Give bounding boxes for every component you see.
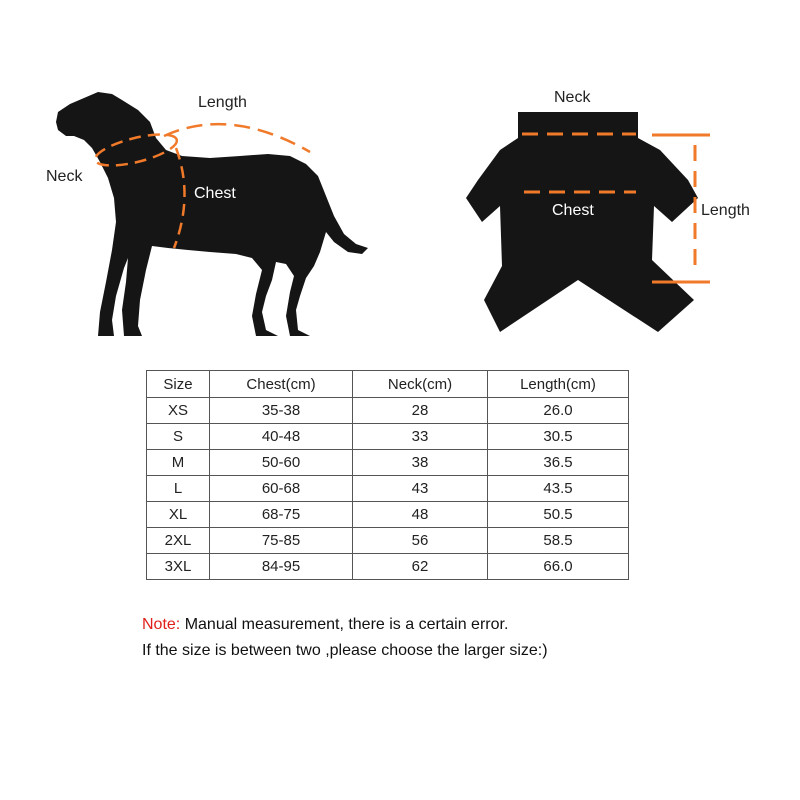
dog-neck-label: Neck <box>46 168 83 185</box>
cell-neck: 56 <box>353 528 488 554</box>
dog-chest-label: Chest <box>194 185 236 202</box>
cell-neck: 43 <box>353 476 488 502</box>
header-size: Size <box>147 371 210 398</box>
header-neck: Neck(cm) <box>353 371 488 398</box>
cell-size: 3XL <box>147 554 210 580</box>
table-row <box>147 502 629 528</box>
cell-neck: 48 <box>353 502 488 528</box>
measurement-diagram <box>0 0 800 360</box>
header-length: Length(cm) <box>488 371 629 398</box>
cell-length: 30.5 <box>488 424 629 450</box>
garment-silhouette <box>466 112 698 332</box>
cell-chest: 35-38 <box>210 398 353 424</box>
table-row <box>147 398 629 424</box>
length-arc <box>164 124 310 152</box>
cell-chest: 84-95 <box>210 554 353 580</box>
cell-length: 50.5 <box>488 502 629 528</box>
table-header-row <box>147 371 629 398</box>
garment-chest-label: Chest <box>552 202 594 219</box>
cell-length: 26.0 <box>488 398 629 424</box>
cell-neck: 33 <box>353 424 488 450</box>
dog-silhouette <box>56 92 368 336</box>
cell-neck: 28 <box>353 398 488 424</box>
cell-size: XS <box>147 398 210 424</box>
note-line-2: If the size is between two ,please choose the larger size:) <box>142 642 548 659</box>
cell-chest: 75-85 <box>210 528 353 554</box>
cell-chest: 60-68 <box>210 476 353 502</box>
cell-chest: 50-60 <box>210 450 353 476</box>
table-row <box>147 476 629 502</box>
garment-illustration <box>466 89 750 332</box>
header-chest: Chest(cm) <box>210 371 353 398</box>
cell-size: 2XL <box>147 528 210 554</box>
cell-chest: 40-48 <box>210 424 353 450</box>
garment-neck-label: Neck <box>554 89 591 106</box>
cell-size: S <box>147 424 210 450</box>
cell-length: 58.5 <box>488 528 629 554</box>
cell-length: 66.0 <box>488 554 629 580</box>
cell-neck: 38 <box>353 450 488 476</box>
cell-length: 36.5 <box>488 450 629 476</box>
cell-neck: 62 <box>353 554 488 580</box>
size-chart-table <box>146 370 629 580</box>
dog-length-label: Length <box>198 94 247 111</box>
cell-chest: 68-75 <box>210 502 353 528</box>
dog-illustration <box>46 92 368 336</box>
note-line <box>142 612 548 638</box>
notes-block <box>142 612 548 664</box>
cell-length: 43.5 <box>488 476 629 502</box>
table-row <box>147 424 629 450</box>
note-key: Note: <box>142 616 181 633</box>
cell-size: M <box>147 450 210 476</box>
table-row <box>147 528 629 554</box>
garment-length-label: Length <box>701 202 750 219</box>
table-row <box>147 450 629 476</box>
cell-size: L <box>147 476 210 502</box>
note-text: Manual measurement, there is a certain error. <box>180 616 509 633</box>
cell-size: XL <box>147 502 210 528</box>
table-row <box>147 554 629 580</box>
